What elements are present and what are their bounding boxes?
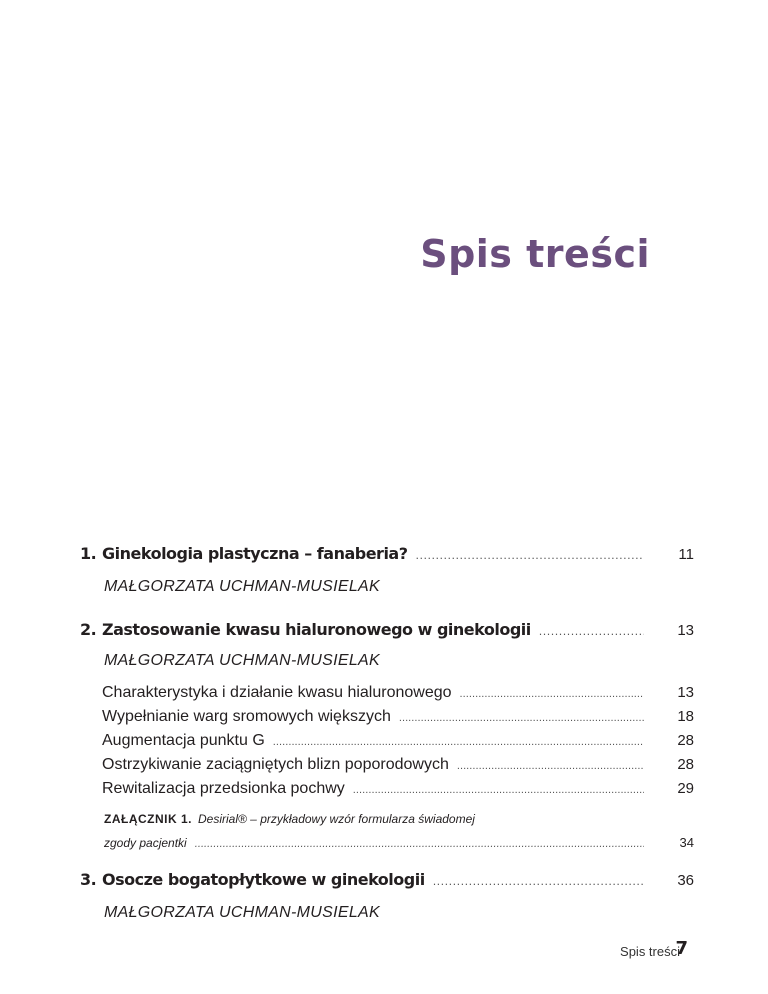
- subsection-page: 29: [677, 780, 694, 797]
- subsection-page: 28: [677, 756, 694, 773]
- chapter-number: 1.: [80, 544, 97, 563]
- dot-leader: [399, 712, 644, 724]
- page-title: Spis treści: [420, 232, 650, 276]
- chapter-title: Ginekologia plastyczna – fanaberia?: [102, 544, 408, 563]
- subsection-title: Wypełnianie warg sromowych większych: [102, 708, 391, 725]
- subsection-title: Rewitalizacja przedsionka pochwy: [102, 780, 345, 797]
- toc-subsection[interactable]: [102, 780, 694, 798]
- dot-leader: [460, 688, 644, 700]
- toc-subsection[interactable]: [102, 732, 694, 750]
- dot-leader: [195, 838, 644, 850]
- annex-label: ZAŁĄCZNIK 1.: [104, 812, 192, 826]
- chapter-page: 36: [677, 872, 694, 889]
- running-footer: Spis treści: [620, 944, 680, 959]
- dot-leader: [539, 625, 644, 638]
- toc-subsection[interactable]: [102, 708, 694, 726]
- dot-leader: [353, 784, 644, 796]
- chapter-author: MAŁGORZATA UCHMAN-MUSIELAK: [104, 904, 380, 921]
- toc-chapter-2[interactable]: [80, 620, 694, 639]
- subsection-page: 28: [677, 732, 694, 749]
- chapter-author: MAŁGORZATA UCHMAN-MUSIELAK: [104, 578, 380, 595]
- chapter-number: 2.: [80, 620, 97, 639]
- subsection-title: Augmentacja punktu G: [102, 732, 265, 749]
- chapter-title: Zastosowanie kwasu hialuronowego w ginekologii: [102, 620, 531, 639]
- dot-leader: [433, 875, 644, 888]
- subsection-page: 13: [677, 684, 694, 701]
- annex-heading[interactable]: [104, 812, 475, 826]
- toc-chapter-3[interactable]: [80, 870, 694, 889]
- annex-text: Desirial® – przykładowy wzór formularza świadomej: [198, 812, 475, 826]
- subsection-page: 18: [677, 708, 694, 725]
- toc-subsection[interactable]: [102, 684, 694, 702]
- subsection-title: Ostrzykiwanie zaciągniętych blizn poporodowych: [102, 756, 449, 773]
- dot-leader: [416, 549, 644, 562]
- chapter-author: MAŁGORZATA UCHMAN-MUSIELAK: [104, 652, 380, 669]
- chapter-number: 3.: [80, 870, 97, 889]
- dot-leader: [273, 736, 644, 748]
- toc-chapter-1[interactable]: [80, 544, 694, 563]
- chapter-page: 13: [677, 622, 694, 639]
- annex-continuation-text: zgody pacjentki: [104, 836, 187, 850]
- chapter-page: 11: [678, 546, 694, 563]
- toc-subsection[interactable]: [102, 756, 694, 774]
- annex-page: 34: [679, 835, 694, 850]
- dot-leader: [457, 760, 644, 772]
- subsection-title: Charakterystyka i działanie kwasu hialuronowego: [102, 684, 452, 701]
- page-number: 7: [675, 938, 688, 959]
- chapter-title: Osocze bogatopłytkowe w ginekologii: [102, 870, 425, 889]
- annex-continuation[interactable]: [104, 835, 694, 850]
